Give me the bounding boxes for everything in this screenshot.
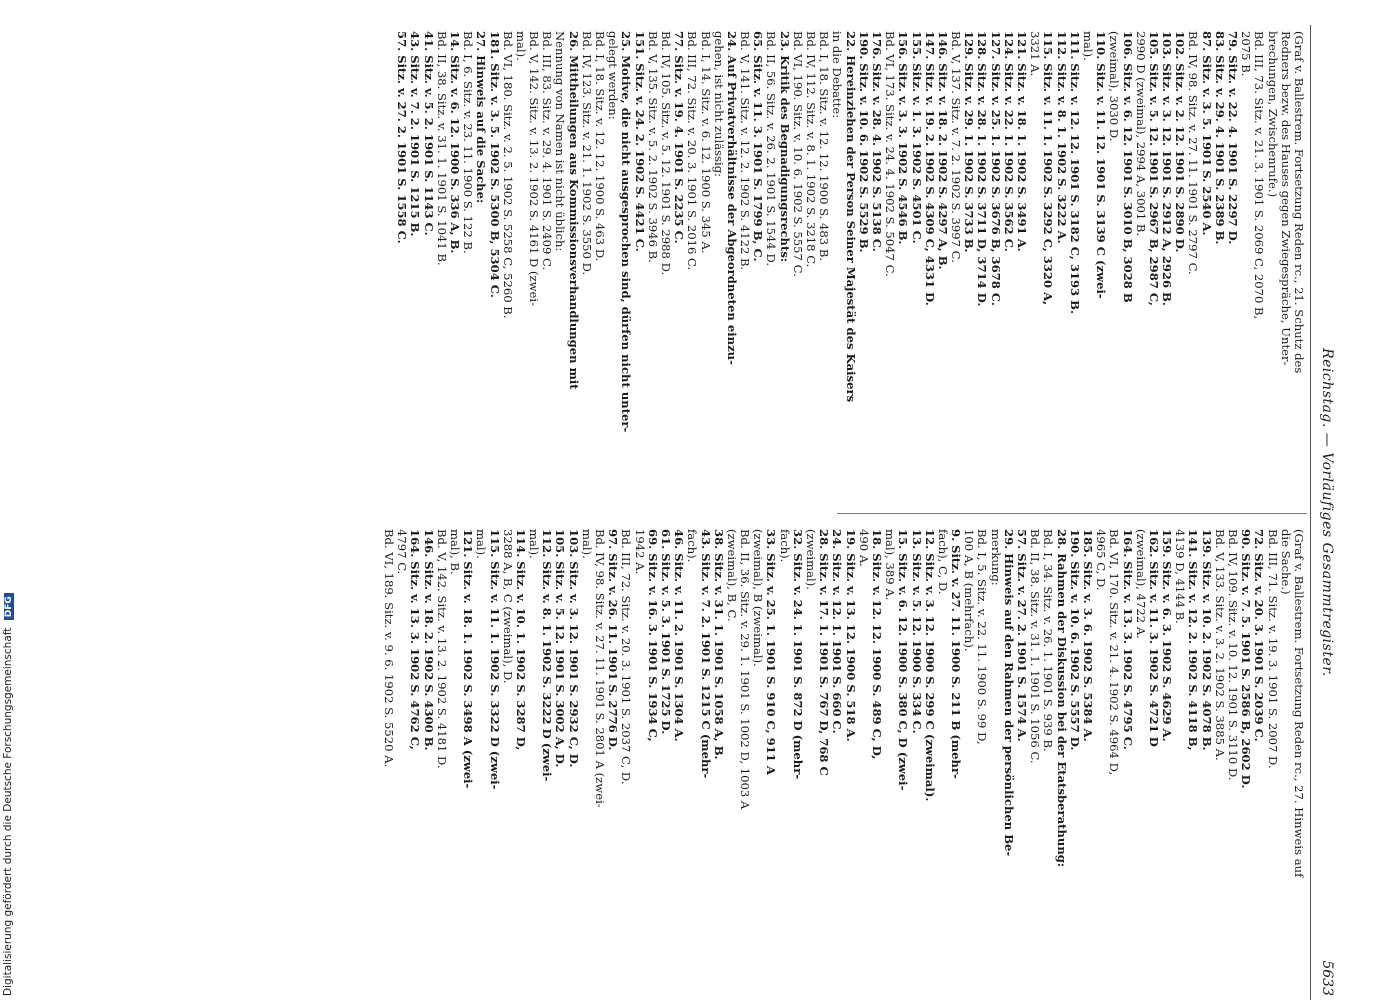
register-line: 3288 A, B, C (zweimal), D. [500, 529, 515, 684]
register-line: 13. Sitz. v. 5. 12. 1900 S. 334 C. [909, 529, 924, 734]
running-header [1311, 25, 1333, 1000]
register-line: Bd. II, 38. Sitz. v. 31. 1. 1901 S. 1041 B. [434, 31, 449, 266]
register-line: Bd. V, 141. Sitz. v. 12. 2. 1902 S. 4122 B. [738, 31, 753, 271]
register-line: 22. Hereinziehen der Person Seiner Majestät des Kaisers [843, 31, 858, 403]
register-line: mal). [474, 529, 489, 559]
register-line: 1942 A. [632, 529, 647, 575]
register-line: 87. Sitz. v. 3. 5. 1901 S. 2540 A. [1199, 31, 1214, 236]
register-line: Redners bezw. des Hauses gegen Zwiegespräche, Unter- [1278, 31, 1293, 366]
register-line: 46. Sitz. v. 11. 2. 1901 S. 1304 A. [672, 529, 687, 742]
register-line: 18. Sitz. v. 12. 12. 1900 S. 489 C, D, [870, 529, 884, 760]
register-line: 146. Sitz. v. 18. 2. 1902 S. 4297 A, B. [935, 31, 950, 270]
register-line: 65. Sitz. v. 11. 3. 1901 S. 1799 B, C. [751, 31, 766, 262]
register-line: 97. Sitz. v. 26. 11. 1901 S. 2776 D. [606, 529, 621, 751]
register-line: Bd. I, 14. Sitz. v. 6. 12. 1900 S. 345 A. [698, 31, 713, 254]
digitization-note [2, 593, 14, 996]
register-line: Bd. II, 56. Sitz. v. 26. 2. 1901 S. 1544 D. [764, 31, 779, 267]
register-line: 77. Sitz. v. 19. 4. 1901 S. 2235 C. [672, 31, 687, 244]
register-line: 111. Sitz. v. 12. 12. 1901 S. 3182 C, 3193 B. [1067, 31, 1082, 314]
register-line: 115. Sitz. v. 11. 1. 1902 S. 3292 C, 3320 A, [1041, 31, 1056, 306]
register-line: 146. Sitz. v. 18. 2. 1902 S. 4300 B. [421, 529, 436, 751]
register-line: 106. Sitz. v. 6. 12. 1901 S. 3010 B, 3028 B [1120, 31, 1135, 303]
register-line: 141. Sitz. v. 12. 2. 1902 S. 4118 B, [1186, 529, 1201, 751]
column-divider [837, 513, 1307, 514]
register-line: in die Debatte: [830, 31, 845, 119]
register-line: die Sache.) [1278, 529, 1293, 595]
register-line: (zweimal), 4722 A. [1133, 529, 1148, 639]
register-line: 103. Sitz. v. 3. 12. 1901 S. 2932 C, D. [566, 529, 581, 768]
left-column [395, 31, 1305, 499]
register-line: 2990 D (zweimal), 2994 A, 3001 B. [1133, 31, 1148, 237]
register-line: 185. Sitz. v. 3. 6. 1902 S. 5384 A. [1081, 529, 1095, 742]
register-line: Bd. IV, 105. Sitz. v. 5. 12. 1901 S. 2988 D. [659, 31, 673, 276]
register-line: Bd. VI, 180. Sitz. v. 2. 5. 1902 S. 5258 C, 5260 B. [500, 31, 515, 319]
register-line: 128. Sitz. v. 28. 1. 1902 S. 3711 D, 3714 D. [975, 31, 990, 307]
register-line: (zweimal), 3030 D. [1107, 31, 1122, 142]
register-line: Bd. V, 133. Sitz. v. 3. 2. 1902 S. 3885 A. [1212, 529, 1227, 761]
register-line: 103. Sitz. v. 3. 12. 1901 S. 2912 A, 2926 B. [1160, 31, 1175, 306]
register-line: Bd. IV, 109. Sitz. v. 10. 12. 1901 S. 3110 D. [1226, 529, 1241, 781]
register-line: 151. Sitz. v. 24. 2. 1902 S. 4421 C. [632, 31, 647, 252]
register-line: 121. Sitz. v. 18. 1. 1902 S. 3491 A. [1015, 31, 1030, 252]
register-line: 190. Sitz. v. 10. 6. 1902 S. 5529 B. [856, 31, 871, 253]
register-line: 4139 D, 4144 B. [1173, 529, 1188, 624]
register-line: Bd. I, 5. Sitz. v. 22. 11. 1900 S. 99 D, [975, 529, 990, 745]
register-line: 490 A. [856, 529, 871, 567]
register-line: 57. Sitz. v. 27. 2. 1901 S. 1558 C. [395, 31, 410, 244]
register-line: Bd. IV, 98. Sitz. v. 27. 11. 1901 S. 2797 C. [1186, 31, 1201, 275]
register-line: 28. Rahmen der Diskussion bei der Etatsberathung: [1054, 529, 1069, 868]
register-line: Bd. II, 38. Sitz. v. 31. 1. 1901 S. 1056 C. [1028, 529, 1043, 764]
register-line: 147. Sitz. v. 19. 2. 1902 S. 4309 C, 4331 D. [922, 31, 937, 306]
register-line: Bd. VI, 170. Sitz. v. 21. 4. 1902 S. 4964 D, [1107, 529, 1122, 776]
register-line: gelegt werden: [606, 31, 621, 120]
register-line: mal). [513, 31, 528, 61]
register-line: 3321 A. [1028, 31, 1043, 77]
register-line: 164. Sitz. v. 13. 3. 1902 S. 4762 C, [408, 529, 423, 750]
register-line: (Graf v. Ballestrem. Fortsetzung Reden rc., 21. Schutz des [1292, 31, 1306, 374]
register-line: 90. Sitz. v. 7. 5. 1901 S. 2586 B, 2602 D. [1239, 529, 1254, 789]
register-line: Bd. III, 72. Sitz. v. 20. 3. 1901 S. 2037 C, D. [619, 529, 634, 785]
register-line: Bd. III, 73. Sitz. v. 21. 3. 1901 S. 2069 C, 2070 B, [1252, 31, 1267, 320]
register-line: 114. Sitz. v. 10. 1. 1902 S. 3287 D, [513, 529, 528, 751]
register-line: 159. Sitz. v. 6. 3. 1902 S. 4629 A. [1160, 529, 1175, 742]
register-line: 155. Sitz. v. 1. 3. 1902 S. 4501 C. [909, 31, 924, 244]
register-line: 121. Sitz. v. 18. 1. 1902 S. 3498 A (zwei- [461, 529, 476, 789]
register-line: 162. Sitz. v. 11. 3. 1902 S. 4721 D [1146, 529, 1161, 747]
register-line: Bd. IV, 112. Sitz. v. 8. 1. 1902 S. 3218 C. [804, 31, 819, 268]
register-line: 2075 B. [1239, 31, 1254, 77]
register-line: Bd. III, 71. Sitz. v. 19. 3. 1901 S. 2007 D. [1265, 529, 1280, 769]
register-line: (zweimal), B, C. [724, 529, 739, 622]
register-line: Bd. VI, 189. Sitz. v. 9. 6. 1902 S. 5520 A. [382, 529, 397, 768]
register-line: Bd. VI, 190. Sitz. v. 10. 6. 1902 S. 5557 C. [790, 31, 805, 277]
right-column [382, 529, 1305, 997]
register-line: mal), B. [448, 529, 462, 575]
register-line: 26. Mittheilungen aus Kommissionsverhandlungen mit [566, 31, 581, 390]
register-line: 12. Sitz. v. 3. 12. 1900 S. 299 C (zweimal). [922, 529, 937, 802]
register-line: 43. Sitz. v. 7. 2. 1901 S. 1215 B. [408, 31, 423, 237]
register-line: fach). [777, 529, 792, 563]
register-line: mal), 389 A. [883, 529, 898, 601]
register-line: 124. Sitz. v. 22. 1. 1902 S. 3562 C. [1001, 31, 1016, 252]
register-line: 79. Sitz. v. 22. 4. 1901 S. 2297 D. [1226, 31, 1241, 245]
register-line: Bd. III, 72. Sitz. v. 20. 3. 1901 S. 2016 C. [685, 31, 700, 271]
register-line: 4797 C. [395, 529, 410, 575]
register-line: 164. Sitz. v. 13. 3. 1902 S. 4795 C. [1120, 529, 1135, 750]
register-line: Nennung von Namen ist nicht üblich: [553, 31, 568, 252]
header-rule [1310, 25, 1311, 1000]
register-line: fach), C, D. [935, 529, 950, 595]
register-line: 24. Auf Privatverhältnisse der Abgeordneten einzu- [724, 31, 739, 365]
register-line: 19. Sitz. v. 13. 12. 1900 S. 518 A. [843, 529, 858, 742]
rotated-page-content [33, 25, 1333, 1000]
register-line: Bd. III, 83. Sitz. v. 29. 4. 1901 S. 2409 C. [540, 31, 555, 271]
register-line: 14. Sitz. v. 6. 12. 1900 S. 336 A, B. [448, 31, 462, 254]
register-line: (zweimal). [804, 529, 819, 590]
register-line: Bd. IV, 98. Sitz. v. 27. 11. 1901 S. 2801 A (zwei- [593, 529, 608, 808]
register-line: mal). [527, 529, 542, 559]
register-line: 23. Kritik des Begnadigungsrechts: [777, 31, 792, 263]
digitization-note-text: Digitalisierung gefördert durch die Deutsche Forschungsgemeinschaft [2, 627, 14, 996]
register-line: 105. Sitz. v. 5. 12. 1901 S. 2967 B, 2987 C, [1146, 31, 1161, 306]
register-line: mal). [579, 529, 594, 559]
register-line: 102. Sitz. v. 2. 12. 1901 S. 2890 D. [1173, 31, 1188, 253]
register-line: 61. Sitz. v. 5. 3. 1901 S. 1725 D. [659, 529, 673, 735]
register-line: mal). [1081, 31, 1095, 61]
register-line: 112. Sitz. v. 8. 1. 1902 S. 3222 D (zwei- [540, 529, 555, 782]
register-line: Bd. II, 36. Sitz. v. 29. 1. 1901 S. 1002 D, 1003 A [738, 529, 753, 810]
register-line: 27. Hinweis auf die Sache: [474, 31, 489, 204]
register-line: 112. Sitz. v. 8. 1. 1902 S. 3222 A. [1054, 31, 1069, 244]
register-line: Bd. I, 18. Sitz. v. 12. 12. 1900 S. 463 D. [593, 31, 608, 262]
register-line: 72. Sitz. v. 20. 3. 1901 S. 2039 C. [1252, 529, 1267, 742]
register-line: 129. Sitz. v. 29. 1. 1902 S. 3733 B. [962, 31, 977, 253]
register-line: 32. Sitz. v. 24. 1. 1901 S. 872 D (mehr- [790, 529, 805, 780]
register-line: 28. Sitz. v. 17. 1. 1901 S. 767 D, 768 C [817, 529, 832, 776]
page-number: 5633 [1319, 960, 1335, 996]
running-title: Reichstag. — Vorläufiges Gesammtregister. [1319, 348, 1335, 677]
register-line: Bd. V, 135. Sitz. v. 5. 2. 1902 S. 3946 B. [645, 31, 660, 263]
register-line: 29. Hinweis auf den Rahmen der persönlichen Be- [1001, 529, 1016, 857]
register-line: 176. Sitz. v. 28. 4. 1902 S. 5138 C. [870, 31, 884, 252]
register-line: brechungen, Zwischenrufe.) [1265, 31, 1280, 198]
register-line: 41. Sitz. v. 5. 2. 1901 S. 1143 C. [421, 31, 436, 236]
register-line: 43. Sitz. v. 7. 2. 1901 S. 1215 C (mehr- [698, 529, 713, 779]
register-line: 156. Sitz. v. 3. 3. 1902 S. 4546 B. [896, 31, 911, 245]
register-line: 9. Sitz. v. 27. 11. 1900 S. 211 B (mehr- [949, 529, 964, 779]
register-line: 4965 C, D. [1094, 529, 1109, 591]
register-line: Bd. VI, 173. Sitz. v. 24. 4. 1902 S. 5047 C. [883, 31, 898, 277]
register-line: 57. Sitz. v. 27. 2. 1901 S. 1574 A. [1015, 529, 1030, 742]
register-line: 15. Sitz. v. 6. 12. 1900 S. 380 C, D (zwei- [896, 529, 911, 791]
register-line: 105. Sitz. v. 5. 12. 1901 S. 3002 A, D. [553, 529, 568, 768]
register-line: Bd. V, 142. Sitz. v. 13. 2. 1902 S. 4161 D (zwei- [527, 31, 542, 307]
register-line: 83. Sitz. v. 29. 4. 1901 S. 2389 B. [1212, 31, 1227, 245]
register-line: 33. Sitz. v. 25. 1. 1901 S. 910 C, 911 A [764, 529, 779, 775]
register-line: Bd. I, 6. Sitz. v. 23. 11. 1900 S. 122 B. [461, 31, 476, 254]
register-line: 38. Sitz. v. 31. 1. 1901 S. 1058 A, B. [711, 529, 726, 760]
register-line: 190. Sitz. v. 10. 6. 1902 S. 5557 D. [1067, 529, 1082, 751]
dfg-logo: DFG [4, 593, 14, 620]
register-line: (Graf v. Ballestrem. Fortsetzung Reden rc., 27. Hinweis auf [1292, 529, 1306, 878]
register-line: merkung: [988, 529, 1003, 586]
register-line: 115. Sitz. v. 11. 1. 1902 S. 3322 D (zwei- [487, 529, 502, 790]
register-line: fach). [685, 529, 700, 563]
register-line: 127. Sitz. v. 25. 1. 1902 S. 3676 B, 3678 C. [988, 31, 1003, 306]
register-line: Bd. I, 18. Sitz. v. 12. 12. 1900 S. 483 B. [817, 31, 832, 262]
register-line: 181. Sitz. v. 3. 5. 1902 S. 5300 B, 5304 C. [487, 31, 502, 298]
register-line: Bd. I, 34. Sitz. v. 26. 1. 1901 S. 939 B. [1041, 529, 1056, 752]
register-line: 110. Sitz. v. 11. 12. 1901 S. 3139 C (zwei- [1094, 31, 1109, 299]
register-line: 69. Sitz. v. 16. 3. 1901 S. 1934 C, [645, 529, 660, 742]
register-line: Bd. V, 142. Sitz. v. 13. 2. 1902 S. 4181 D. [434, 529, 449, 769]
register-line: gehen, ist nicht zulässig: [711, 31, 726, 178]
register-line: 24. Sitz. v. 12. 1. 1901 S. 660 C. [830, 529, 845, 734]
register-line: 25. Motive, die nicht ausgesprochen sind, dürfen nicht unter- [619, 31, 634, 433]
register-line: 100 A, B (mehrfach). [962, 529, 977, 652]
register-line: 139. Sitz. v. 10. 2. 1902 S. 4078 B. [1199, 529, 1214, 751]
register-line: Bd. V, 137. Sitz. v. 7. 2. 1902 S. 3997 C. [949, 31, 964, 263]
register-line: Bd. IV, 123. Sitz. v. 21. 1. 1902 S. 3550 D. [579, 31, 594, 276]
register-line: (zweimal), B (zweimal). [751, 529, 766, 667]
